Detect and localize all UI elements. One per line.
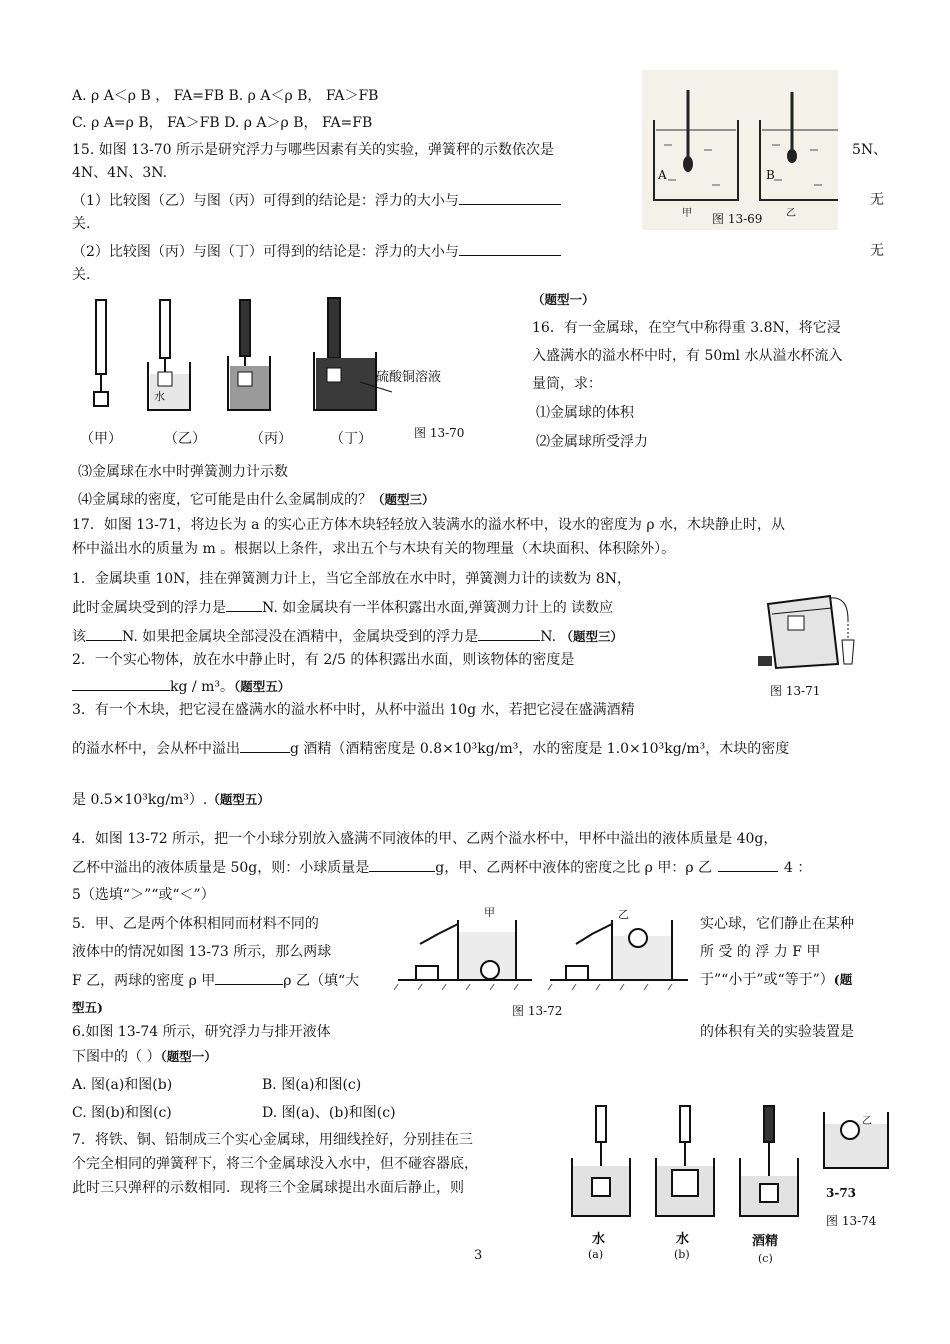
p1-line2: 此时金属块受到的浮力是 N. 如金属块有一半体积露出水面,弹簧测力计上的 读数应 — [72, 597, 613, 618]
q16-sub4: ⑷金属球的密度，它可能是由什么金属制成的？（题型三） — [78, 492, 435, 508]
q16-line1: 16．有一金属球，在空气中称得重 3.8N，将它浸 — [532, 320, 841, 336]
p6-option-c: C. 图(b)和图(c) — [72, 1105, 172, 1121]
p3-line2: 的溢水杯中，会从杯中溢出 g 酒精（酒精密度是 0.8×10³kg/m³，水的密度是 1.0×10³kg/m³，木块的密度 — [72, 738, 789, 759]
p1-line3: 该 N. 如果把金属块全部浸没在酒精中，金属块受到的浮力是 N. （题型三） — [72, 626, 623, 647]
p2-line2: kg / m³。（题型五） — [72, 676, 290, 697]
p6-option-b: B. 图(a)和图(c) — [262, 1077, 362, 1093]
q15-part2: （2）比较图（丙）与图（丁）可得到的结论是：浮力的大小与 — [72, 241, 561, 262]
figure-13-73-label: 乙 — [862, 1116, 872, 1127]
p6-option-a: A. 图(a)和图(b) — [72, 1077, 173, 1093]
p4-line2: 乙杯中溢出的液体质量是 50g，则：小球质量是 g，甲、乙两杯中液体的密度之比 ρ 甲：ρ 乙 4 ： — [72, 857, 811, 878]
p5-line3-right: 于”“小于”或“等于”）(题 — [700, 972, 853, 988]
answer-blank[interactable] — [226, 597, 262, 612]
options-line-ab: A. ρ A＜ρ B ， FA=FB B. ρ A＜ρ B， FA＞FB — [72, 88, 379, 104]
figure-13-69-drawing — [642, 70, 838, 230]
q17-line1: 17．如图 13-71，将边长为 a 的实心正方体木块轻轻放入装满水的溢水杯中，设水的密度为 ρ 水，木块静止时，从 — [72, 517, 785, 533]
figure-13-74-tag-a: (a) — [588, 1248, 604, 1261]
figure-13-74-liquid-c: 酒精 — [752, 1234, 779, 1249]
q15-stem-cont: 4N、4N、3N. — [72, 165, 168, 181]
figure-13-72-label-a: 甲 — [484, 906, 495, 919]
figure-13-71-caption: 图 13-71 — [770, 684, 821, 698]
q15-part1: （1）比较图（乙）与图（丙）可得到的结论是：浮力的大小与 — [72, 190, 561, 211]
q16-type-tag: （题型一） — [532, 292, 595, 307]
figure-13-74-caption: 图 13-74 — [826, 1214, 877, 1228]
figure-13-69-caption: 图 13-69 — [712, 212, 763, 226]
p5-type-tag: 型五) — [72, 1000, 103, 1015]
q15-stem-right: 5N、 — [852, 142, 888, 158]
p7-line3: 此时三只弹秤的示数相同．现将三个金属球提出水面后静止，则 — [72, 1180, 464, 1196]
p6-option-d: D. 图(a)、(b)和图(c) — [262, 1105, 396, 1121]
figure-13-69-label-a: A — [658, 168, 667, 182]
figure-13-70-caption: 图 13-70 — [414, 426, 465, 440]
p3-line1: 3．有一个木块，把它浸在盛满水的溢水杯中时，从杯中溢出 10g 水，若把它浸在盛满酒精 — [72, 702, 635, 718]
p4-line1: 4．如图 13-72 所示，把一个小球分别放入盛满不同液体的甲、乙两个溢水杯中，甲杯中溢出的液体质量是 40g， — [72, 831, 778, 847]
figure-13-72-label-b: 乙 — [618, 908, 629, 921]
p6-line1-right: 的体积有关的实验装置是 — [700, 1024, 854, 1040]
figure-13-70-label-2: （乙） — [164, 431, 206, 447]
figure-13-72-drawing — [392, 904, 696, 996]
figure-13-70 — [80, 292, 500, 452]
p3-line3: 是 0.5×10³kg/m³）.（题型五） — [72, 792, 270, 808]
figure-13-74-tag-c: (c) — [758, 1252, 773, 1265]
q15-part2-cont: 关. — [72, 267, 91, 283]
figure-13-69 — [642, 70, 838, 230]
figure-13-70-label-1: （甲） — [80, 431, 122, 447]
p7-line2: 个完全相同的弹簧秤下，将三个金属球没入水中，但不碰容器底， — [72, 1156, 478, 1172]
figure-13-70-label-3: （丙） — [250, 431, 292, 447]
figure-13-70-solution: 硫酸铜溶液 — [376, 370, 442, 385]
q16-sub2: ⑵金属球所受浮力 — [536, 434, 648, 450]
p4-line3: 5（选填“＞”“或“＜”） — [72, 887, 215, 903]
figure-13-74-drawing — [564, 1104, 814, 1224]
figure-13-74-liquid-b: 水 — [676, 1232, 690, 1247]
figure-13-69-sub-b: 乙 — [786, 208, 796, 219]
answer-blank[interactable] — [240, 738, 290, 753]
answer-blank[interactable] — [215, 970, 283, 985]
p2-line1: 2．一个实心物体，放在水中静止时，有 2/5 的体积露出水面，则该物体的密度是 — [72, 652, 575, 668]
figure-13-71-drawing — [756, 580, 896, 672]
answer-blank[interactable] — [72, 676, 170, 691]
answer-blank[interactable] — [459, 190, 561, 205]
answer-blank[interactable] — [459, 241, 561, 256]
p6-line1: 6.如图 13-74 所示，研究浮力与排开液体 — [72, 1024, 331, 1040]
p5-line1: 5．甲、乙是两个体积相同而材料不同的 — [72, 916, 319, 932]
figure-13-70-water: 水 — [154, 390, 165, 403]
figure-13-74-tag-b: (b) — [674, 1248, 690, 1261]
p5-line1-right: 实心球，它们静止在某种 — [700, 916, 854, 932]
answer-blank[interactable] — [478, 626, 540, 641]
figure-13-69-label-b: B — [766, 168, 775, 182]
figure-13-74-liquid-a: 水 — [592, 1232, 606, 1247]
figure-13-69-sub-a: 甲 — [682, 208, 692, 219]
q17-line2: 杯中溢出水的质量为 m 。根据以上条件，求出五个与木块有关的物理量（木块面积、体积除外）。 — [72, 541, 676, 557]
figure-13-72 — [392, 904, 696, 1022]
figure-13-71 — [756, 580, 896, 700]
figure-13-74 — [564, 1104, 814, 1274]
p6-line2: 下图中的（ ）（题型一） — [72, 1049, 217, 1065]
p5-line2: 液体中的情况如图 13-73 所示，那么两球 — [72, 944, 332, 960]
p5-line3: F 乙，两球的密度 ρ 甲 ρ 乙（填“大 — [72, 970, 359, 991]
q15-part1-right: 无 — [870, 192, 884, 208]
p5-line2-right: 所 受 的 浮 力 F 甲 — [700, 944, 821, 960]
q16-sub1: ⑴金属球的体积 — [536, 405, 634, 421]
answer-blank[interactable] — [369, 857, 435, 872]
q16-sub3: ⑶金属球在水中时弹簧测力计示数 — [78, 464, 288, 480]
figure-13-73-caption: 3-73 — [826, 1186, 857, 1200]
figure-13-72-caption: 图 13-72 — [512, 1004, 563, 1018]
page-number: 3 — [474, 1248, 483, 1263]
q15-stem: 15. 如图 13-70 所示是研究浮力与哪些因素有关的实验，弹簧秤的示数依次是 — [72, 142, 554, 158]
q15-part1-cont: 关. — [72, 216, 91, 232]
q16-line3: 量筒，求： — [532, 376, 602, 392]
figure-13-70-label-4: （丁） — [330, 431, 372, 447]
options-line-cd: C. ρ A=ρ B， FA＞FB D. ρ A＞ρ B， FA=FB — [72, 115, 373, 131]
answer-blank[interactable] — [86, 626, 122, 641]
answer-blank[interactable] — [718, 857, 778, 872]
q15-part2-right: 无 — [870, 243, 884, 259]
q16-line2: 入盛满水的溢水杯中时，有 50ml 水从溢水杯流入 — [532, 348, 843, 364]
figure-13-73-drawing — [822, 1108, 892, 1172]
figure-13-73 — [822, 1108, 892, 1238]
p1-line1: 1．金属块重 10N，挂在弹簧测力计上，当它全部放在水中时，弹簧测力计的读数为 8N， — [72, 571, 632, 587]
p7-line1: 7．将铁、铜、铅制成三个实心金属球，用细线拴好，分别挂在三 — [72, 1132, 473, 1148]
